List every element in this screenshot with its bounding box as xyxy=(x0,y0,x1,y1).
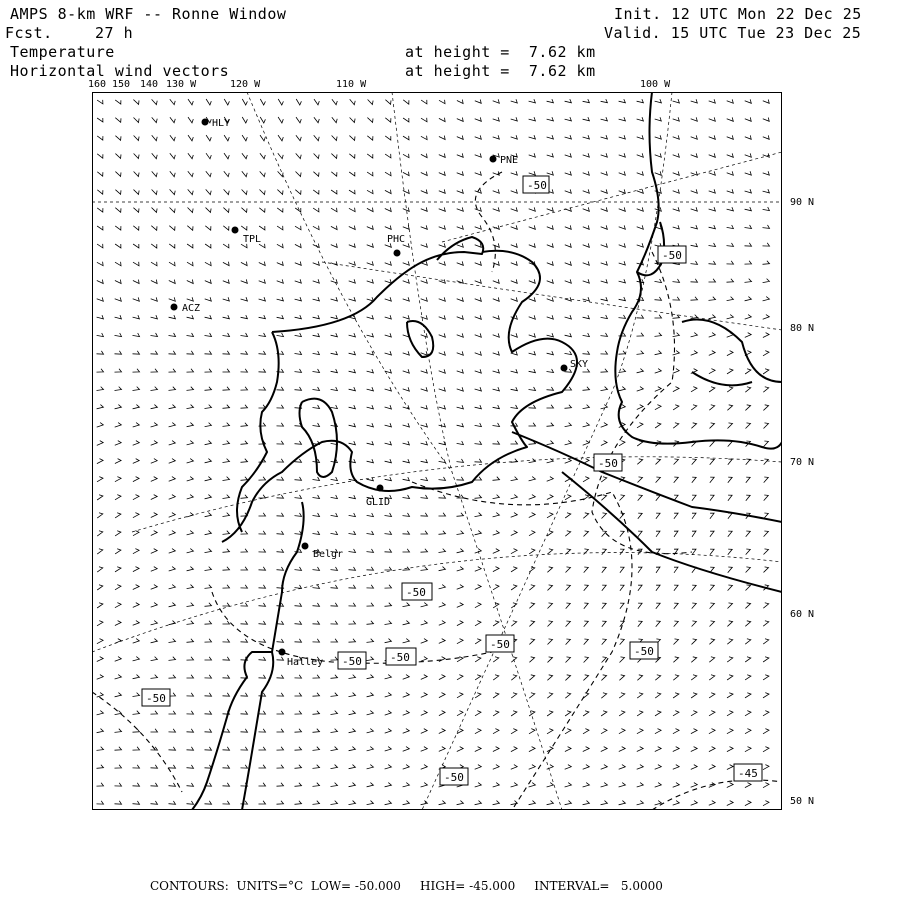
forecast-label: Fcst. xyxy=(5,24,53,42)
station-label-acz: ACZ xyxy=(182,303,201,314)
station-layer xyxy=(171,118,589,668)
contour-label-8 xyxy=(386,648,416,665)
contour-label-10 xyxy=(440,768,468,785)
lat-tick-80n: 80 N xyxy=(790,323,815,334)
contour-label-6 xyxy=(630,642,658,659)
coastline-antarctic-peninsula xyxy=(615,92,782,449)
init-time: Init. 12 UTC Mon 22 Dec 25 xyxy=(614,5,862,23)
lat-lon-grid xyxy=(92,92,782,810)
forecast-hour: 27 h xyxy=(95,24,134,42)
field-wind-vectors: Horizontal wind vectors xyxy=(10,62,230,80)
coastline-weddell-east xyxy=(192,502,304,810)
svg-text:-50: -50 xyxy=(527,179,547,192)
lat-tick-90n: 90 N xyxy=(790,197,815,208)
contour-label-2 xyxy=(658,246,686,263)
contour-label-3 xyxy=(594,454,622,471)
lat-tick-70n: 70 N xyxy=(790,457,815,468)
field-height-temperature: at height = 7.62 km xyxy=(405,43,596,61)
station-marker-hly xyxy=(202,119,209,126)
grid-line-70n xyxy=(132,457,782,532)
station-label-tpl: TPL xyxy=(243,234,262,245)
svg-text:-50: -50 xyxy=(390,651,410,664)
station-marker-halley xyxy=(279,649,286,656)
station-marker-phc xyxy=(394,250,401,257)
contour-low: LOW= -50.000 xyxy=(310,879,401,893)
coastline-ronne-shelf xyxy=(222,237,577,542)
svg-text:-50: -50 xyxy=(598,457,618,470)
contour-minus50-southeast xyxy=(412,482,632,810)
contour-label-9 xyxy=(142,689,170,706)
svg-text:-50: -50 xyxy=(662,249,682,262)
grid-line-100w xyxy=(422,92,672,810)
wind-barbs xyxy=(97,99,770,806)
svg-text:-50: -50 xyxy=(634,645,654,658)
map-title: AMPS 8-km WRF -- Ronne Window xyxy=(10,5,287,23)
station-label-halley: Halley xyxy=(287,657,324,668)
contour-minus45-southeast xyxy=(652,780,782,810)
wind-vector-field xyxy=(97,99,770,806)
lon-tick-100w: 100 W xyxy=(640,79,671,90)
contour-label-4 xyxy=(402,583,432,600)
svg-text:-45: -45 xyxy=(738,767,758,780)
lon-tick-150: 150 xyxy=(112,79,131,90)
contour-label-11 xyxy=(734,764,762,781)
lon-tick-160: 160 xyxy=(88,79,107,90)
coastlines xyxy=(192,92,782,810)
station-marker-glid xyxy=(377,485,384,492)
svg-text:-50: -50 xyxy=(490,638,510,651)
contour-label-7 xyxy=(338,652,366,669)
island-north xyxy=(407,321,433,357)
contour-label-1 xyxy=(523,176,549,193)
lon-tick-110w: 110 W xyxy=(336,79,367,90)
station-label-sky: SKY xyxy=(570,359,589,370)
station-label-pne: PNE xyxy=(500,155,519,166)
lat-tick-60n: 60 N xyxy=(790,609,815,620)
valid-time: Valid. 15 UTC Tue 23 Dec 25 xyxy=(604,24,862,42)
station-label-hly: HLY xyxy=(212,118,231,129)
contour-label-5 xyxy=(486,635,514,652)
grid-line-120w xyxy=(247,92,452,472)
island-center xyxy=(300,399,338,477)
lon-tick-130w: 130 W xyxy=(166,79,197,90)
station-marker-pne xyxy=(490,156,497,163)
contours-label: CONTOURS: xyxy=(150,879,229,893)
station-label-belgr: Belgr xyxy=(313,549,344,560)
svg-text:-50: -50 xyxy=(406,586,426,599)
contour-label-layer xyxy=(142,176,762,785)
lon-tick-120w: 120 W xyxy=(230,79,261,90)
station-label-phc: PHC xyxy=(387,234,406,245)
contour-high: HIGH= -45.000 xyxy=(420,879,516,893)
svg-text:-50: -50 xyxy=(146,692,166,705)
station-label-glid: GLID xyxy=(366,497,391,508)
field-height-wind: at height = 7.62 km xyxy=(405,62,596,80)
grid-line-80n xyxy=(322,262,782,330)
contour-minus50-north xyxy=(475,172,502,272)
svg-text:-50: -50 xyxy=(342,655,362,668)
field-temperature: Temperature xyxy=(10,43,115,61)
grid-line-110w xyxy=(392,92,562,810)
lat-tick-50n: 50 N xyxy=(790,796,815,807)
contour-interval: INTERVAL= 5.0000 xyxy=(534,879,663,893)
station-marker-sky xyxy=(561,365,568,372)
contour-units: UNITS=°C xyxy=(236,879,304,893)
svg-text:-50: -50 xyxy=(444,771,464,784)
temperature-contours xyxy=(92,172,782,810)
lon-tick-140: 140 xyxy=(140,79,159,90)
station-marker-tpl xyxy=(232,227,239,234)
station-marker-belgr xyxy=(302,543,309,550)
contour-info xyxy=(150,879,663,893)
grid-line-60n xyxy=(92,553,782,652)
map-frame xyxy=(93,93,782,810)
station-marker-acz xyxy=(171,304,178,311)
map-panel xyxy=(92,92,782,810)
contour-minus50-west xyxy=(92,692,182,792)
